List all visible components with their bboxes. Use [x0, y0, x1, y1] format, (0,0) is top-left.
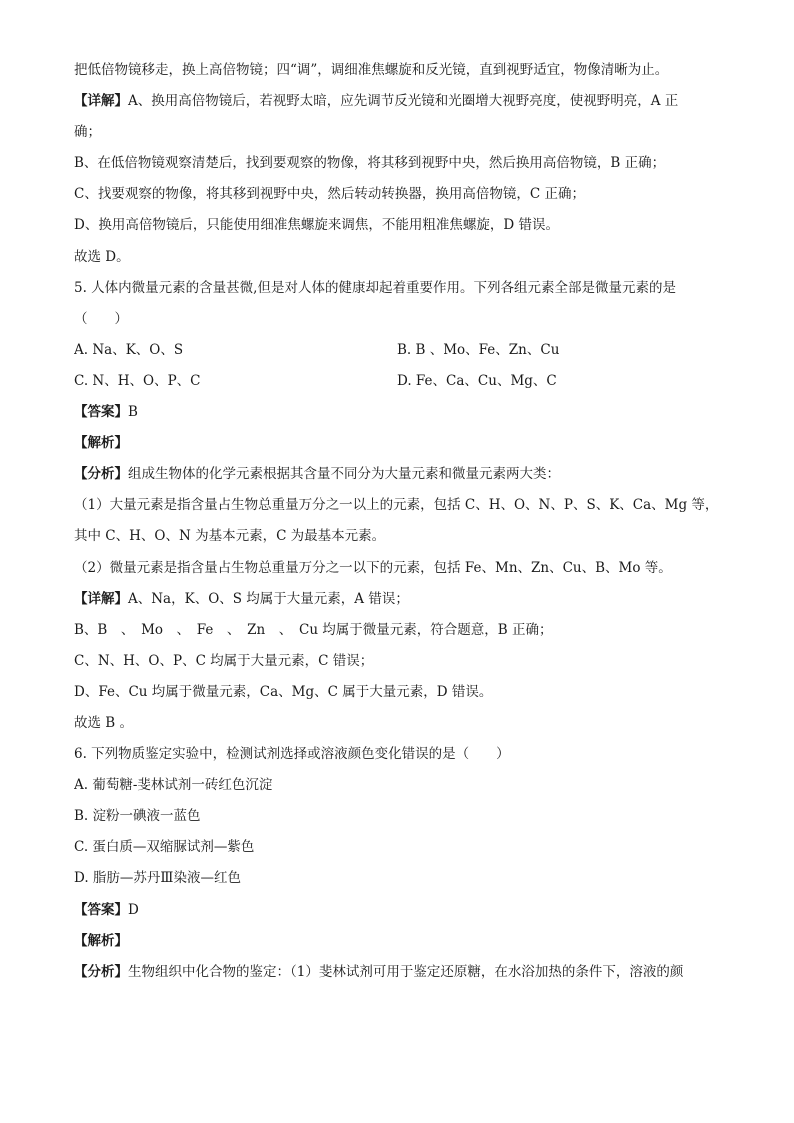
answer-line	[74, 900, 724, 920]
answer-tag: 【答案】	[74, 404, 128, 421]
option-b: B. 淀粉一碘液一蓝色	[74, 808, 201, 825]
text-line: D、Fe、Cu 均属于微量元素，Ca、Mg、C 属于大量元素，D 错误。	[74, 683, 493, 700]
option-d: D. Fe、Ca、Cu、Mg、C	[397, 372, 557, 389]
question-6-stem: 6. 下列物质鉴定实验中，检测试剂选择或溶液颜色变化错误的是（ ）	[74, 746, 510, 763]
detail-tag: 【详解】	[74, 590, 128, 607]
analysis-tag: 【解析】	[74, 435, 128, 452]
option-c: C. N、H、O、P、C	[74, 372, 201, 389]
text-line: B、B 、 Mo 、 Fe 、 Zn 、 Cu 均属于微量元素，符合题意，B 正确；	[74, 621, 553, 638]
option-a: A. Na、K、O、S	[74, 341, 184, 358]
text-line: （2）微量元素是指含量占生物总重量万分之一以下的元素，包括 Fe、Mn、Zn、Cu、B、Mo 等。	[74, 559, 672, 576]
detail-paragraph	[74, 589, 724, 609]
analysis-text: 组成生物体的化学元素根据其含量不同分为大量元素和微量元素两大类：	[128, 466, 560, 483]
detail-tag: 【详解】	[74, 93, 128, 110]
analysis-paragraph	[74, 464, 724, 484]
document-page	[74, 60, 724, 993]
analysis-sub-tag: 【分析】	[74, 963, 128, 980]
analysis-heading	[74, 433, 724, 453]
analysis-paragraph	[74, 962, 724, 982]
analysis-sub-tag: 【分析】	[74, 466, 128, 483]
analysis-tag: 【解析】	[74, 932, 128, 949]
text-line: C、N、H、O、P、C 均属于大量元素，C 错误；	[74, 652, 374, 669]
option-a: A. 葡萄糖-斐林试剂一砖红色沉淀	[74, 777, 273, 794]
question-5-bracket: （ ）	[74, 310, 128, 327]
analysis-text: 生物组织中化合物的鉴定：（1）斐林试剂可用于鉴定还原糖，在水浴加热的条件下，溶液的颜	[128, 963, 684, 980]
detail-text: A、换用高倍物镜后，若视野太暗，应先调节反光镜和光圈增大视野亮度，使视野明亮，A 正	[128, 93, 679, 110]
answer-value: B	[128, 404, 138, 421]
option-b: B. B 、Mo、Fe、Zn、Cu	[397, 341, 560, 358]
option-d: D. 脂肪—苏丹Ⅲ染液—红色	[74, 870, 241, 887]
text-line: D、换用高倍物镜后，只能使用细准焦螺旋来调焦，不能用粗准焦螺旋，D 错误。	[74, 217, 559, 234]
question-5-options-row-1	[74, 340, 724, 360]
detail-paragraph	[74, 91, 724, 111]
conclusion-line: 故选 D。	[74, 248, 130, 265]
question-5-stem: 5. 人体内微量元素的含量甚微,但是对人体的健康却起着重要作用。下列各组元素全部是微量元素的是	[74, 279, 676, 296]
analysis-heading	[74, 931, 724, 951]
text-line: 把低倍物镜移走，换上高倍物镜；四“调”，调细准焦螺旋和反光镜，直到视野适宜，物像清晰为止。	[74, 62, 669, 78]
text-line: （1）大量元素是指含量占生物总重量万分之一以上的元素，包括 C、H、O、N、P、S、K、Ca、Mg 等，	[74, 497, 719, 514]
answer-line	[74, 402, 724, 422]
answer-value: D	[128, 901, 139, 918]
text-line: B、在低倍物镜观察清楚后，找到要观察的物像，将其移到视野中央，然后换用高倍物镜，B 正确；	[74, 155, 666, 172]
detail-text: A、Na，K、O、S 均属于大量元素，A 错误；	[128, 590, 409, 607]
text-line: C、找要观察的物像，将其移到视野中央，然后转动转换器，换用高倍物镜，C 正确；	[74, 186, 585, 203]
option-c: C. 蛋白质—双缩脲试剂—紫色	[74, 839, 255, 856]
text-line: 其中 C、H、O、N 为基本元素，C 为最基本元素。	[74, 528, 386, 545]
conclusion-line: 故选 B 。	[74, 714, 134, 731]
answer-tag: 【答案】	[74, 901, 128, 918]
text-line: 确；	[74, 124, 101, 141]
question-5-options-row-2	[74, 371, 724, 391]
